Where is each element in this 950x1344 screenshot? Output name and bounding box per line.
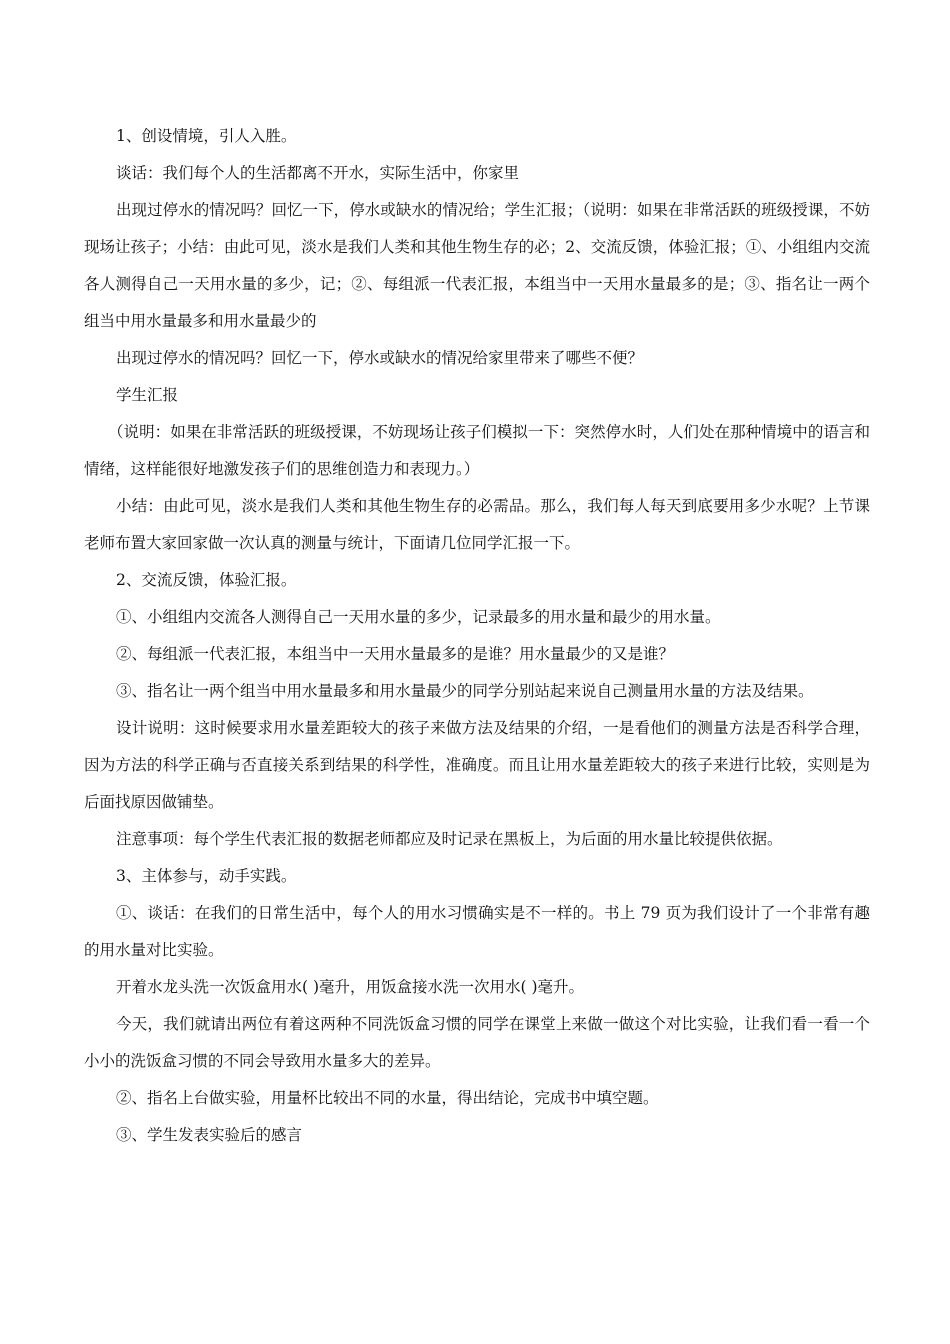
paragraph-3: 出现过停水的情况吗？回忆一下，停水或缺水的情况给；学生汇报；（说明：如果在非常活跃的班级授课，不妨现场让孩子；小结：由此可见，淡水是我们人类和其他生物生存的必；2、交流反馈，体验汇报；①、小组组内交流各人测得自己一天用水量的多少，记；②、每组派一代表汇报，本组当中一天用水量最多的是；③、指名让一两个组当中用水量最多和用水量最少的 — [84, 201, 870, 330]
paragraph-8: 2、交流反馈，体验汇报。 — [116, 571, 297, 589]
paragraph-7: 小结：由此可见，淡水是我们人类和其他生物生存的必需品。那么，我们每人每天到底要用多少水呢？上节课老师布置大家回家做一次认真的测量与统计，下面请几位同学汇报一下。 — [84, 497, 870, 552]
paragraph-12: 设计说明：这时候要求用水量差距较大的孩子来做方法及结果的介绍，一是看他们的测量方法是否科学合理，因为方法的科学正确与否直接关系到结果的科学性，准确度。而且让用水量差距较大的孩子来进行比较，实则是为后面找原因做铺垫。 — [84, 719, 870, 811]
paragraph-9: ①、小组组内交流各人测得自己一天用水量的多少，记录最多的用水量和最少的用水量。 — [116, 608, 721, 626]
paragraph-5: 学生汇报 — [116, 386, 179, 404]
paragraph-6: （说明：如果在非常活跃的班级授课，不妨现场让孩子们模拟一下：突然停水时，人们处在那种情境中的语言和情绪，这样能很好地激发孩子们的思维创造力和表现力。） — [84, 423, 870, 478]
paragraph-11: ③、指名让一两个组当中用水量最多和用水量最少的同学分别站起来说自己测量用水量的方法及结果。 — [116, 682, 814, 700]
document-body — [84, 118, 870, 1154]
paragraph-4: 出现过停水的情况吗？回忆一下，停水或缺水的情况给家里带来了哪些不便？ — [116, 349, 644, 367]
paragraph-13: 注意事项：每个学生代表汇报的数据老师都应及时记录在黑板上，为后面的用水量比较提供依据。 — [116, 830, 783, 848]
paragraph-15: ①、谈话：在我们的日常生活中，每个人的用水习惯确实是不一样的。书上 79 页为我们设计了一个非常有趣的用水量对比实验。 — [84, 904, 870, 959]
paragraph-2: 谈话：我们每个人的生活都离不开水，实际生活中，你家里 — [116, 164, 520, 182]
paragraph-10: ②、每组派一代表汇报，本组当中一天用水量最多的是谁？用水量最少的又是谁？ — [116, 645, 675, 663]
paragraph-16: 开着水龙头洗一次饭盒用水( )毫升，用饭盒接水洗一次用水( )毫升。 — [116, 978, 585, 996]
paragraph-17: 今天，我们就请出两位有着这两种不同洗饭盒习惯的同学在课堂上来做一做这个对比实验，让我们看一看一个小小的洗饭盒习惯的不同会导致用水量多大的差异。 — [84, 1015, 870, 1070]
paragraph-18: ②、指名上台做实验，用量杯比较出不同的水量，得出结论，完成书中填空题。 — [116, 1089, 659, 1107]
paragraph-14: 3、主体参与，动手实践。 — [116, 867, 297, 885]
paragraph-19: ③、学生发表实验后的感言 — [116, 1126, 303, 1144]
paragraph-1: 1、创设情境，引人入胜。 — [116, 127, 297, 145]
